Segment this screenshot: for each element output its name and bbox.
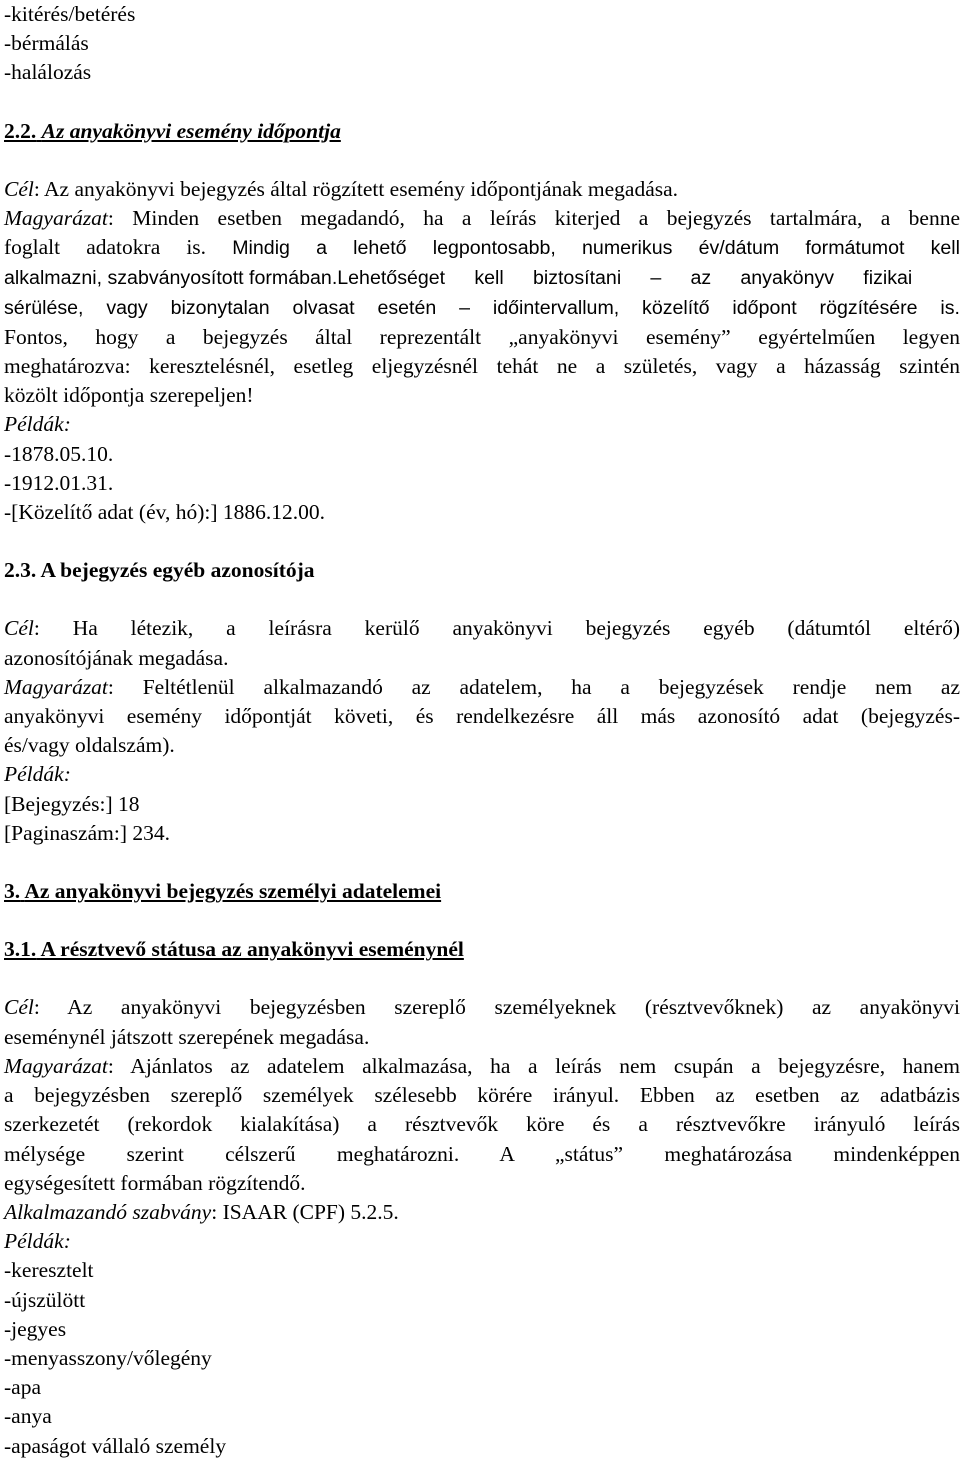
goal-line: eseménynél játszott szerepének megadása. [4,1024,370,1049]
explanation-text: : Feltétlenül alkalmazandó az adatelem, ha a bejegyzések rendje nem az [107,674,960,699]
section-heading-2-2 [4,117,960,146]
examples-label: Példák: [4,412,71,437]
explanation-text: foglalt adatokra is. [4,235,207,260]
goal-label: Cél [4,616,34,641]
standard-label: Alkalmazandó szabvány [4,1199,212,1224]
section-number: 3. [4,879,21,904]
example-item: -menyasszony/vőlegény [4,1345,212,1370]
explanation-line [4,263,960,293]
explanation-line: mélysége szerint célszerű meghatározni. A „státus” meghatározása mindenképpen [4,1141,960,1166]
section-heading-3 [4,877,960,906]
explanation-text: Lehetőséget kell biztosítani – az anyakönyv fizikai [337,267,913,290]
explanation-line [4,673,960,702]
example-item: -apa [4,1375,41,1400]
goal-paragraph [4,175,960,204]
explanation-line: egységesített formában rögzítendő. [4,1170,306,1195]
standard-text: : ISAAR (CPF) 5.2.5. [211,1199,399,1224]
explanation-label: Magyarázat [4,1053,108,1078]
goal-text: : Az anyakönyvi bejegyzésben szereplő személyeknek (résztvevőknek) az anyakönyvi [33,995,960,1020]
standard-line [4,1198,960,1227]
explanation-line: Fontos, hogy a bejegyzés által reprezentált „anyakönyvi esemény” egyértelműen legyen [4,324,960,349]
section-title: Az anyakönyvi bejegyzés személyi adatelemei [24,879,442,904]
explanation-line: és/vagy oldalszám). [4,733,175,758]
explanation-text: : Ajánlatos az adatelem alkalmazása, ha a leírás nem csupán a bejegyzésre, hanem [107,1053,960,1078]
example-item: -[Közelítő adat (év, hó):] 1886.12.00. [4,500,326,525]
section-number: 2.2. [4,118,37,143]
goal-label: Cél [4,995,34,1020]
explanation-label: Magyarázat [4,206,108,231]
explanation-text: Mindig a lehető legpontosabb, numerikus év/dátum formátumot kell [206,237,960,260]
section-title: A bejegyzés egyéb azonosítója [40,558,315,583]
explanation-line: közölt időpontja szerepeljen! [4,383,254,408]
explanation-line: anyakönyvi esemény időpontját követi, és rendelkezésre áll más azonosító adat (bejegyzés- [4,704,960,729]
section-heading-3-1 [4,935,960,964]
explanation-line: a bejegyzésben szereplő személyek szélesebb körére irányul. Ebben az esetben az adatbázis [4,1083,960,1108]
list-item: -kitérés/betérés [4,2,136,26]
explanation-line [4,233,960,263]
explanation-label: Magyarázat [4,674,108,699]
section-title: Az anyakönyvi esemény időpontja [41,118,341,143]
list-item: -bérmálás [4,31,89,56]
explanation-line [4,204,960,233]
example-item: -keresztelt [4,1258,94,1283]
explanation-line: szerkezetét (rekordok kialakítása) a résztvevők köre és a résztvevőkre irányuló leírás [4,1112,960,1137]
goal-label: Cél [4,176,34,201]
example-item: -újszülött [4,1287,86,1312]
section-number: 2.3. [4,558,37,583]
example-item: -jegyes [4,1316,67,1341]
section-title: A résztvevő státusa az anyakönyvi eseménynél [40,937,464,962]
goal-line [4,614,960,643]
goal-line [4,993,960,1022]
examples-label: Példák: [4,762,71,787]
section-heading-2-3 [4,556,960,585]
example-item: -1878.05.10. [4,441,114,466]
section-number: 3.1. [4,937,37,962]
explanation-text: alkalmazni, szabványosított formában. [4,267,338,290]
example-item: [Bejegyzés:] 18 [4,791,140,816]
explanation-line: sérülése, vagy bizonytalan olvasat esetén – időintervallum, közelítő időpont rögzítésére is. [4,296,960,319]
explanation-line: meghatározva: keresztelésnél, esetleg eljegyzésnél tehát ne a születés, vagy a házasság szintén [4,354,960,379]
example-item: -anya [4,1404,52,1429]
goal-text: : Az anyakönyvi bejegyzés által rögzített esemény időpontjának megadása. [33,176,679,201]
explanation-line [4,1052,960,1081]
example-item: [Paginaszám:] 234. [4,820,170,845]
example-item: -apaságot vállaló személy [4,1433,227,1458]
explanation-text: : Minden esetben megadandó, ha a leírás kiterjed a bejegyzés tartalmára, a benne [107,206,960,231]
example-item: -1912.01.31. [4,470,114,495]
list-events [4,0,960,88]
goal-text: : Ha létezik, a leírásra kerülő anyakönyvi bejegyzés egyéb (dátumtól eltérő) [33,616,960,641]
examples-label: Példák: [4,1229,71,1254]
list-item: -halálozás [4,60,92,85]
goal-line: azonosítójának megadása. [4,645,229,670]
